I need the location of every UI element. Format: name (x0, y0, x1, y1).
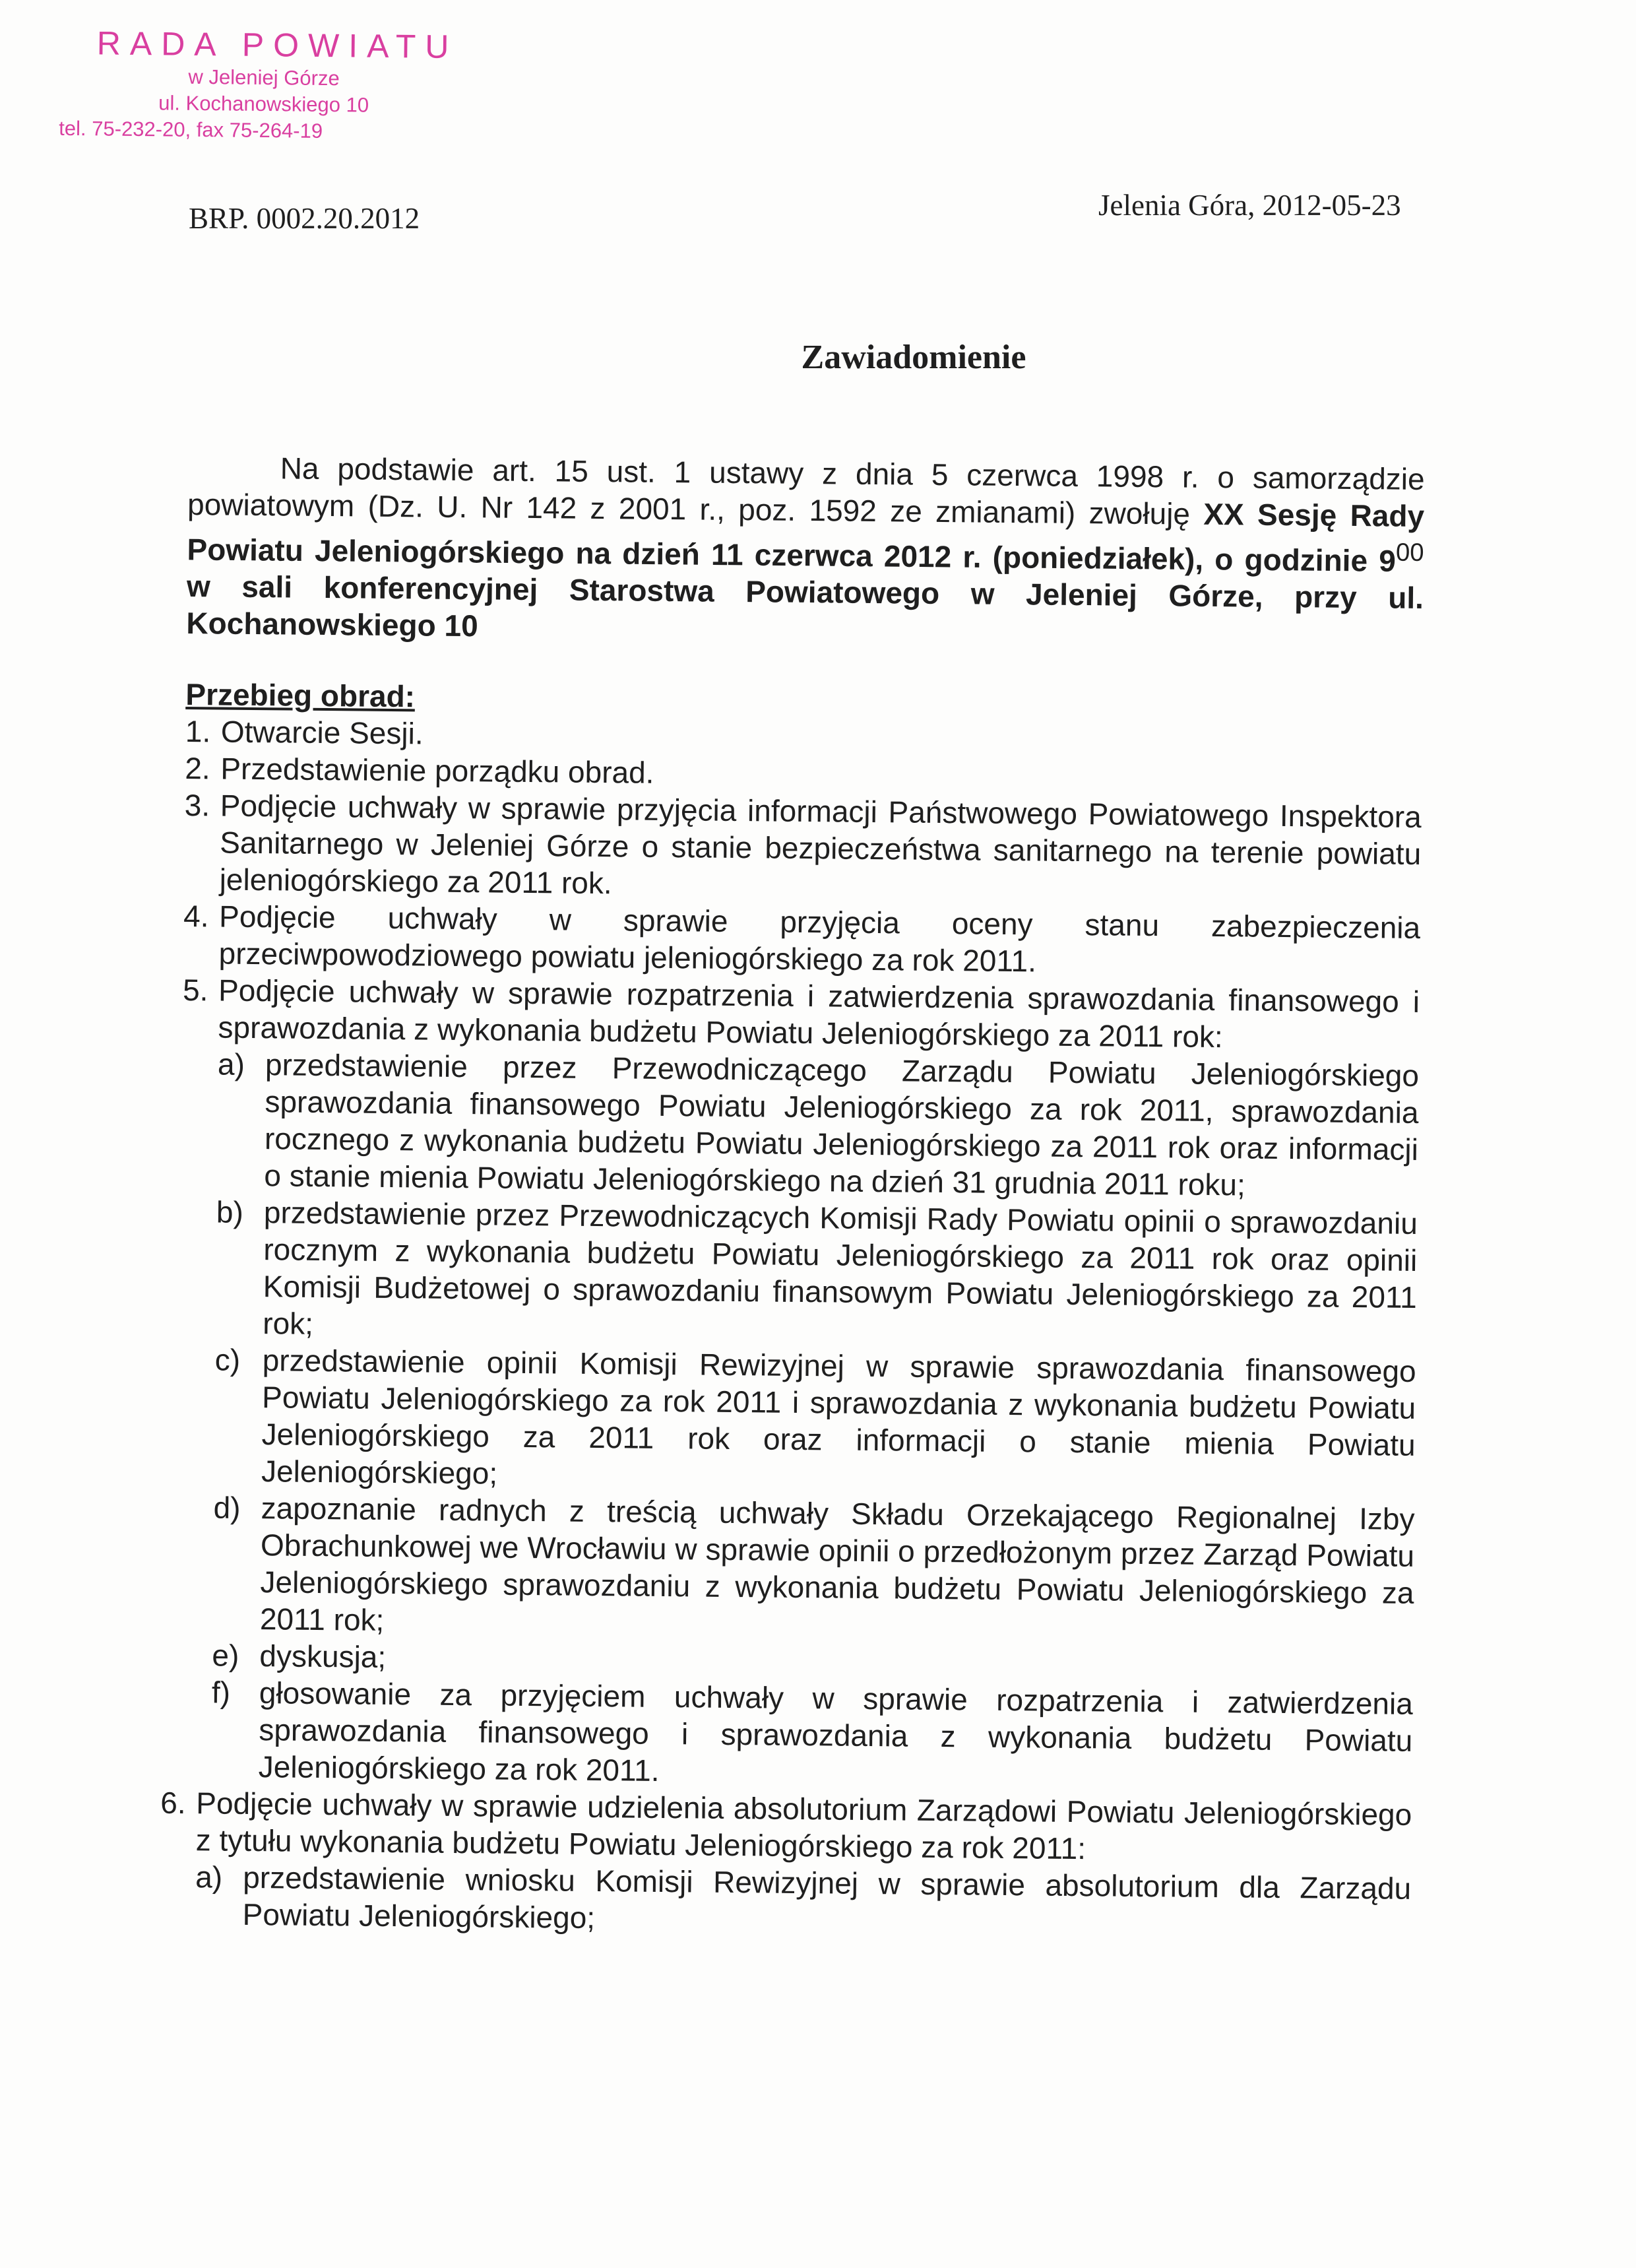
agenda-item (159, 1784, 1412, 1944)
agenda-item-text: Podjęcie uchwały w sprawie przyjęcia informacji Państwowego Powiatowego Inspektora Sanitarnego w Jeleniej Górze o stanie bezpieczeństwa sanitarnego na terenie powiatu jeleniogórskiego za 2011 rok. (219, 788, 1422, 901)
agenda-item-number: 2. (185, 751, 210, 786)
agenda-item-number: 4. (183, 899, 209, 934)
agenda-heading: Przebieg obrad: (185, 677, 416, 714)
agenda-item-text: Podjęcie uchwały w sprawie udzielenia absolutorium Zarządowi Powiatu Jeleniogórskiego z tytułu wykonania budżetu Powiatu Jeleniogórskiego za rok 2011: (195, 1786, 1412, 1866)
reference-number: BRP. 0002.20.2012 (189, 202, 420, 235)
agenda-subitem-text: dyskusja; (259, 1638, 387, 1675)
agenda-item-text: Podjęcie uchwały w sprawie rozpatrzenia i zatwierdzenia sprawozdania finansowego i sprawozdania z wykonania budżetu Powiatu Jeleniogórskiego za 2011 rok: (218, 973, 1420, 1054)
agenda-item (183, 897, 1420, 983)
agenda-item-text: Przedstawienie porządku obrad. (220, 751, 654, 791)
agenda-item (183, 787, 1422, 909)
document-body (160, 449, 1425, 1944)
intro-hour-minutes: 00 (1395, 538, 1424, 567)
agenda-list (160, 713, 1422, 1944)
agenda-subitem-letter: f) (211, 1675, 231, 1710)
intro-paragraph (186, 449, 1425, 653)
agenda-subitem-letter: e) (212, 1638, 239, 1673)
agenda-subitem-letter: a) (195, 1860, 223, 1895)
agenda-subitem-text: przedstawienie przez Przewodniczącego Zarządu Powiatu Jeleniogórskiego sprawozdania finansowego Powiatu Jeleniogórskiego za rok 2011, sprawozdania rocznego z wykonania budżetu Powiatu Jeleniogórskiego za 2011 rok oraz informacji o stanie mienia Powiatu Jeleniogórskiego na dzień 31 grudnia 2011 roku; (264, 1047, 1420, 1202)
agenda-item-text: Podjęcie uchwały w sprawie przyjęcia oceny stanu zabezpieczenia przeciwpowodziowego powiatu jeleniogórskiego za rok 2011. (218, 899, 1421, 979)
agenda-item-number: 3. (184, 788, 210, 823)
intro-bold-session: XX Sesję Rady Powiatu Jeleniogórskiego na dzień 11 czerwca 2012 r. (poniedziałek), o godzinie 9 (187, 496, 1425, 578)
agenda-subitem-text: zapoznanie radnych z treścią uchwały Składu Orzekającego Regionalnej Izby Obrachunkowej we Wrocławiu w sprawie opinii o przedłożonym przez Zarząd Powiatu Jeleniogórskiego sprawozdaniu z wykonania budżetu Powiatu Jeleniogórskiego za 2011 rok; (259, 1491, 1415, 1638)
agenda-subitem-text: głosowanie za przyjęciem uchwały w sprawie rozpatrzenia i zatwierdzenia sprawozdania finansowego i sprawozdania z wykonania budżetu Powiatu Jeleniogórskiego za rok 2011. (258, 1675, 1414, 1788)
agenda-subitem (215, 1194, 1418, 1353)
agenda-subitem (195, 1859, 1411, 1945)
agenda-subitem-text: przedstawienie opinii Komisji Rewizyjnej w sprawie sprawozdania finansowego Powiatu Jeleniogórskiego za rok 2011 i sprawozdania z wykonania budżetu Powiatu Jeleniogórskiego za 2011 rok oraz informacji o stanie mienia Powiatu Jeleniogórskiego; (261, 1343, 1416, 1491)
council-stamp (52, 23, 476, 146)
agenda-subitem-letter: c) (214, 1342, 241, 1378)
agenda-sublist (195, 1859, 1411, 1945)
place-date: Jelenia Góra, 2012-05-23 (1098, 189, 1401, 222)
agenda-subitem-letter: b) (216, 1194, 244, 1230)
agenda-item-number: 1. (185, 714, 211, 749)
intro-bold-location: w sali konferencyjnej Starostwa Powiatowego w Jeleniej Górze, przy ul. Kochanowskiego 10 (186, 569, 1424, 643)
agenda-item-number: 5. (182, 973, 208, 1008)
agenda-item-number: 6. (160, 1786, 186, 1821)
agenda-subitem (212, 1489, 1415, 1648)
agenda-subitem-text: przedstawienie przez Przewodniczących Komisji Rady Powiatu opinii o sprawozdaniu rocznym z wykonania budżetu Powiatu Jeleniogórskiego za 2011 rok oraz opinii Komisji Budżetowej o sprawozdaniu finansowym Powiatu Jeleniogórskiego za 2011 rok; (263, 1195, 1418, 1342)
agenda-sublist (211, 1046, 1420, 1796)
agenda-subitem (211, 1674, 1414, 1796)
stamp-phone: tel. 75-232-20, fax 75-264-19 (59, 116, 323, 143)
agenda-subitem-text: przedstawienie wniosku Komisji Rewizyjnej w sprawie absolutorium dla Zarządu Powiatu Jeleniogórskiego; (242, 1860, 1412, 1935)
agenda-item (175, 971, 1420, 1796)
stamp-title: RADA POWIATU (96, 24, 458, 66)
agenda-item-text: Otwarcie Sesji. (220, 714, 424, 751)
agenda-subitem-letter: d) (213, 1490, 241, 1526)
intro-text: Na podstawie art. 15 ust. 1 ustawy z dnia 5 czerwca 1998 r. o samorządzie powiatowym (Dz. U. Nr 142 z 2001 r., poz. 1592 ze zmianami) zwołuję (187, 451, 1425, 531)
agenda-subitem (216, 1046, 1419, 1205)
stamp-street: ul. Kochanowskiego 10 (158, 91, 369, 117)
agenda-subitem (214, 1342, 1416, 1501)
agenda-subitem-letter: a) (217, 1047, 245, 1082)
document-title: Zawiadomienie (801, 339, 1026, 376)
stamp-city: w Jeleniej Górze (188, 65, 340, 90)
